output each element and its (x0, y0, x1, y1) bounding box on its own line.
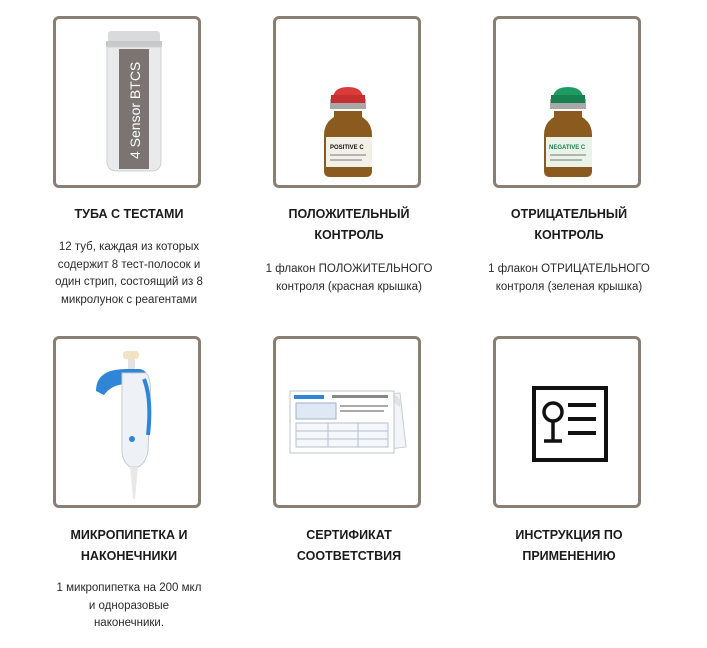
negative-vial-image (496, 19, 638, 185)
micropipette-title: МИКРОПИПЕТКА И НАКОНЕЧНИКИ (70, 528, 188, 563)
certificate-title: СЕРТИФИКАТ СООТВЕТСТВИЯ (296, 528, 402, 563)
micropipette-description: 1 микропипетка на 200 мкл и одноразовые наконечники. (56, 582, 202, 629)
negative-control-description: 1 флакон ОТРИЦАТЕЛЬНОГО контроля (зеленая крышка) (488, 263, 650, 293)
micropipette-card (53, 336, 201, 508)
certificate-card (273, 336, 421, 508)
micropipette-image (56, 339, 198, 505)
positive-control-title: ПОЛОЖИТЕЛЬНЫЙ КОНТРОЛЬ (288, 207, 410, 242)
tube-card (53, 16, 201, 188)
negative-control-card (493, 16, 641, 188)
positive-control-description: 1 флакон ПОЛОЖИТЕЛЬНОГО контроля (красная крышка) (265, 263, 433, 293)
positive-vial-image (276, 19, 418, 185)
instructions-title: ИНСТРУКЦИЯ ПО ПРИМЕНЕНИЮ (515, 528, 623, 563)
test-tube-image (56, 19, 198, 185)
instructions-card (493, 336, 641, 508)
tube-label: 4 Sensor BTCS (127, 61, 143, 159)
negative-vial-label: NEGATIVE C (549, 145, 586, 151)
positive-control-card (273, 16, 421, 188)
negative-control-title: ОТРИЦАТЕЛЬНЫЙ КОНТРОЛЬ (510, 207, 628, 242)
tube-description: 12 туб, каждая из которых содержит 8 тест-полосок и один стрип, состоящий из 8 микролунок с реагентами (55, 241, 203, 306)
positive-vial-label: POSITIVE C (330, 145, 364, 151)
certificate-image (276, 339, 418, 505)
instructions-document-icon (496, 339, 638, 505)
tube-title: ТУБА С ТЕСТАМИ (74, 207, 184, 221)
